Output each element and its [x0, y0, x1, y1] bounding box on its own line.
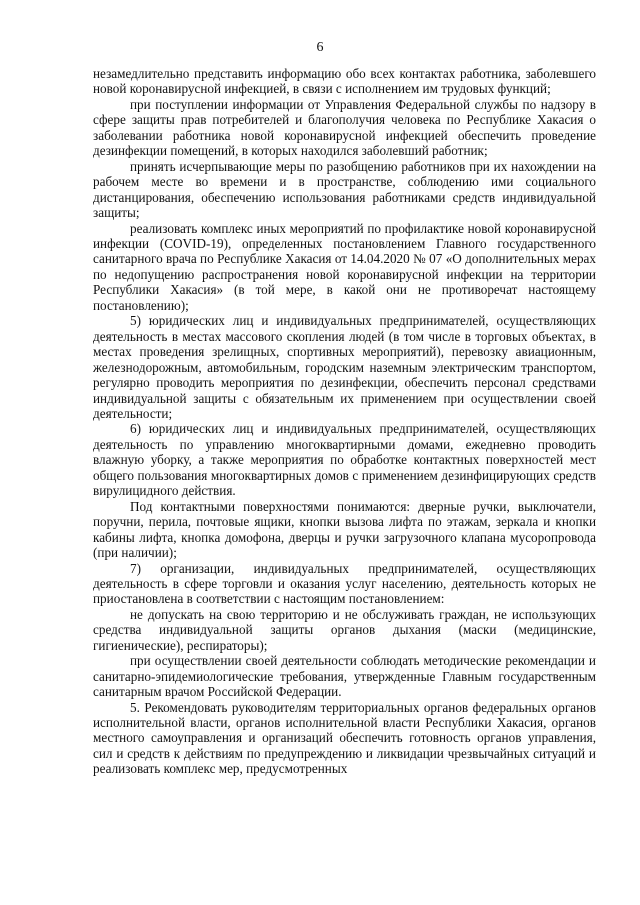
- document-body: [93, 66, 596, 777]
- paragraph: незамедлительно представить информацию обо всех контактах работника, заболевшего новой коронавирусной инфекцией, в связи с исполнением им трудовых функций;: [93, 66, 596, 97]
- paragraph: 5) юридических лиц и индивидуальных предпринимателей, осуществляющих деятельность в местах массового скопления людей (в том числе в торговых объектах, в местах проведения зрелищных, спортивных мероприятий), перевозку авиационным, железнодорожным, автомобильным, городским наземным электрическим транспортом, регулярно проводить мероприятия по дезинфекции, обеспечить персонал средствами индивидуальной защиты с обязательным их применением при осуществлении своей деятельности;: [93, 313, 596, 421]
- paragraph: 7) организации, индивидуальных предпринимателей, осуществляющих деятельность в сфере торговли и оказания услуг населению, деятельность которых не приостановлена в соответствии с настоящим постановлением:: [93, 560, 596, 607]
- paragraph: принять исчерпывающие меры по разобщению работников при их нахождении на рабочем месте во времени и в пространстве, соблюдению ими социального дистанцирования, обеспечению использования работниками средств индивидуальной защиты;: [93, 158, 596, 221]
- paragraph: 5. Рекомендовать руководителям территориальных органов федеральных органов исполнительной власти, органов исполнительной власти Республики Хакасия, органов местного самоуправления и организаций обеспечить готовность органов управления, сил и средств к действиям по предупреждению и ликвидации чрезвычайных ситуаций и реализовать комплекс мер, предусмотренных: [93, 699, 596, 777]
- paragraph: Под контактными поверхностями понимаются: дверные ручки, выключатели, поручни, перила, почтовые ящики, кнопки вызова лифта по этажам, зеркала и кнопки кабины лифта, кнопка домофона, дверцы и ручки загрузочного клапана мусоропровода (при наличии);: [93, 498, 596, 561]
- paragraph: 6) юридических лиц и индивидуальных предпринимателей, осуществляющих деятельность по управлению многоквартирными домами, ежедневно проводить влажную уборку, а также мероприятия по обработке контактных поверхностей мест общего пользования многоквартирных домов с применением дезинфицирующих средств вирулицидного действия.: [93, 421, 596, 499]
- paragraph: при осуществлении своей деятельности соблюдать методические рекомендации и санитарно-эпидемиологические требования, утвержденные Главным государственным санитарным врачом Российской Федерации.: [93, 653, 596, 700]
- paragraph: реализовать комплекс иных мероприятий по профилактике новой коронавирусной инфекции (COVID-19), определенных постановлением Главного государственного санитарного врача по Республике Хакасия от 14.04.2020 № 07 «О дополнительных мерах по недопущению распространения новой коронавирусной инфекции на территории Республики Хакасия» (в той мере, в какой они не противоречат настоящему постановлению);: [93, 220, 596, 313]
- page-number: 6: [316, 40, 324, 55]
- paragraph: не допускать на свою территорию и не обслуживать граждан, не использующих средства индивидуальной защиты органов дыхания (маски (медицинские, гигиенические), респираторы);: [93, 606, 596, 653]
- paragraph: при поступлении информации от Управления Федеральной службы по надзору в сфере защиты прав потребителей и благополучия человека по Республике Хакасия о заболевании работника новой коронавирусной инфекцией обеспечить проведение дезинфекции помещений, в которых находился заболевший работник;: [93, 96, 596, 159]
